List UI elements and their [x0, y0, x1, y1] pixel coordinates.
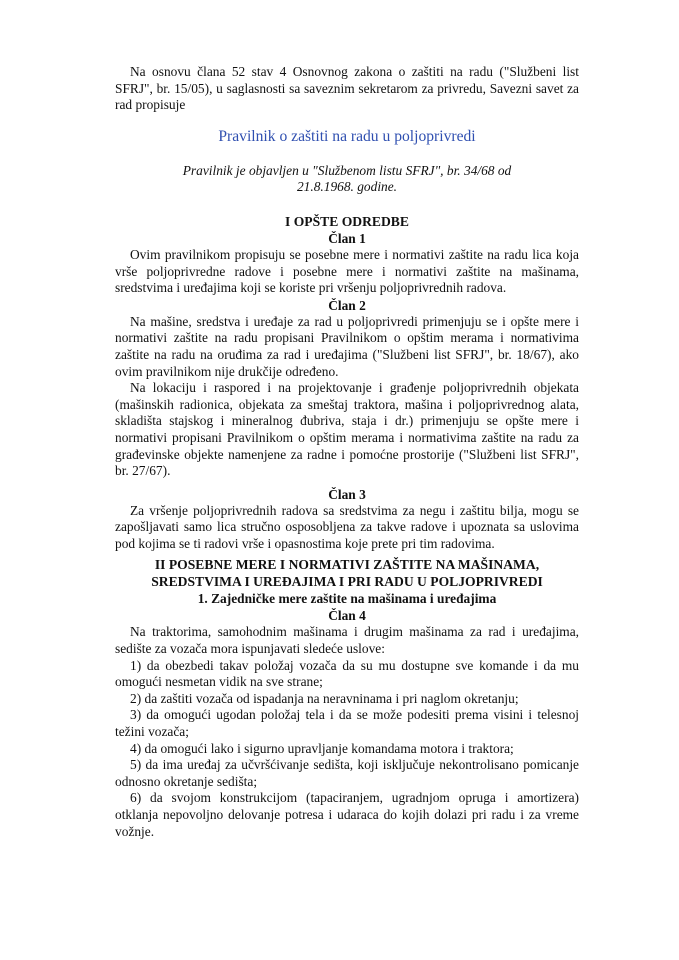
section-2-heading-line-2: SREDSTVIMA I UREĐAJIMA I PRI RADU U POLJOPRIVREDI [151, 574, 543, 590]
clan-4-item: 5) da ima uređaj za učvršćivanje sedišta, koji isključuje nekontrolisano pomicanje odnosno okretanje sedišta; [115, 757, 579, 789]
clan-4-item: 3) da omogući ugodan položaj tela i da se može podesiti prema visini i telesnoj težini vozača; [115, 707, 579, 740]
clan-2-paragraph-1: Na mašine, sredstva i uređaje za rad u poljoprivredi primenjuju se i opšte mere i normativi zaštite na radu propisani Pravilnikom o opštim merama i normativima zaštite na radu na oruđima za rad i uređajima ("Službeni list SFRJ", br. 18/67), ako ovim pravilnikom nije drukčije određeno. [115, 313, 579, 379]
intro-paragraph: Na osnovu člana 52 stav 4 Osnovnog zakona o zaštiti na radu ("Službeni list SFRJ", br. 15/05), u saglasnosti sa saveznim sekretarom za privredu, Savezni savet za rad propisuje [115, 64, 579, 113]
clan-4-item: 1) da obezbedi takav položaj vozača da su mu dostupne sve komande i da mu omogući nesmetan vidik na sve strane; [115, 657, 579, 690]
document-title: Pravilnik o zaštiti na radu u poljoprivredi [218, 127, 476, 145]
clan-3-paragraph: Za vršenje poljoprivrednih radova sa sredstvima za negu i zaštitu bilja, mogu se zapošljavati samo lica stručno osposobljena za takve radove i upoznata sa uslovima pod kojima se ti radovi vrše i opasnostima koje prete pri tim radovima. [115, 502, 579, 551]
document-page [115, 64, 579, 840]
clan-4-item: 2) da zaštiti vozača od ispadanja na neravninama i pri naglom okretanju; [130, 690, 519, 706]
section-2-heading-line-1: II POSEBNE MERE I NORMATIVI ZAŠTITE NA MAŠINAMA, [154, 557, 540, 573]
clan-3-label: Član 3 [328, 486, 366, 502]
section-1-heading: I OPŠTE ODREDBE [285, 213, 409, 229]
publication-note: Pravilnik je objavljen u "Službenom listu SFRJ", br. 34/68 od 21.8.1968. godine. [182, 162, 512, 195]
clan-2-paragraph-2: Na lokaciju i raspored i na projektovanje i građenje poljoprivrednih objekata (mašinskih radionica, objekata za smeštaj traktora, mašina i poljoprivrednog alata, skladišta stajskog i mineralnog đubriva, staja i dr.) primenjuju se opšte mere i normativi propisani Pravilnikom o opštim merama i normativima zaštite na radu za građevinske objekte namenjene za radne i pomoćne prostorije ("Službeni list SFRJ", br. 27/67). [115, 380, 579, 479]
clan-2-label: Član 2 [328, 297, 366, 313]
clan-4-label: Član 4 [328, 608, 366, 624]
clan-4-item: 4) da omogući lako i sigurno upravljanje komandama motora i traktora; [130, 740, 514, 756]
clan-4-item: 6) da svojom konstrukcijom (tapaciranjem, ugradnjom opruga i amortizera) otklanja nepovoljno delovanje potresa i udaraca do kojih dolazi pri radu i za vreme vožnje. [115, 790, 579, 839]
section-2-subheading: 1. Zajedničke mere zaštite na mašinama i uređajima [197, 591, 497, 607]
clan-4-paragraph: Na traktorima, samohodnim mašinama i drugim mašinama za rad i uređajima, sedište za vozača mora ispunjavati sledeće uslove: [115, 624, 579, 657]
clan-1-label: Član 1 [328, 230, 366, 246]
clan-1-paragraph: Ovim pravilnikom propisuju se posebne mere i normativi zaštite na radu lica koja vrše poljoprivredne radove i posebne mere i normativi zaštite na mašinama, sredstvima i uređajima koji se koriste pri vršenju poljoprivrednih radova. [115, 246, 579, 296]
